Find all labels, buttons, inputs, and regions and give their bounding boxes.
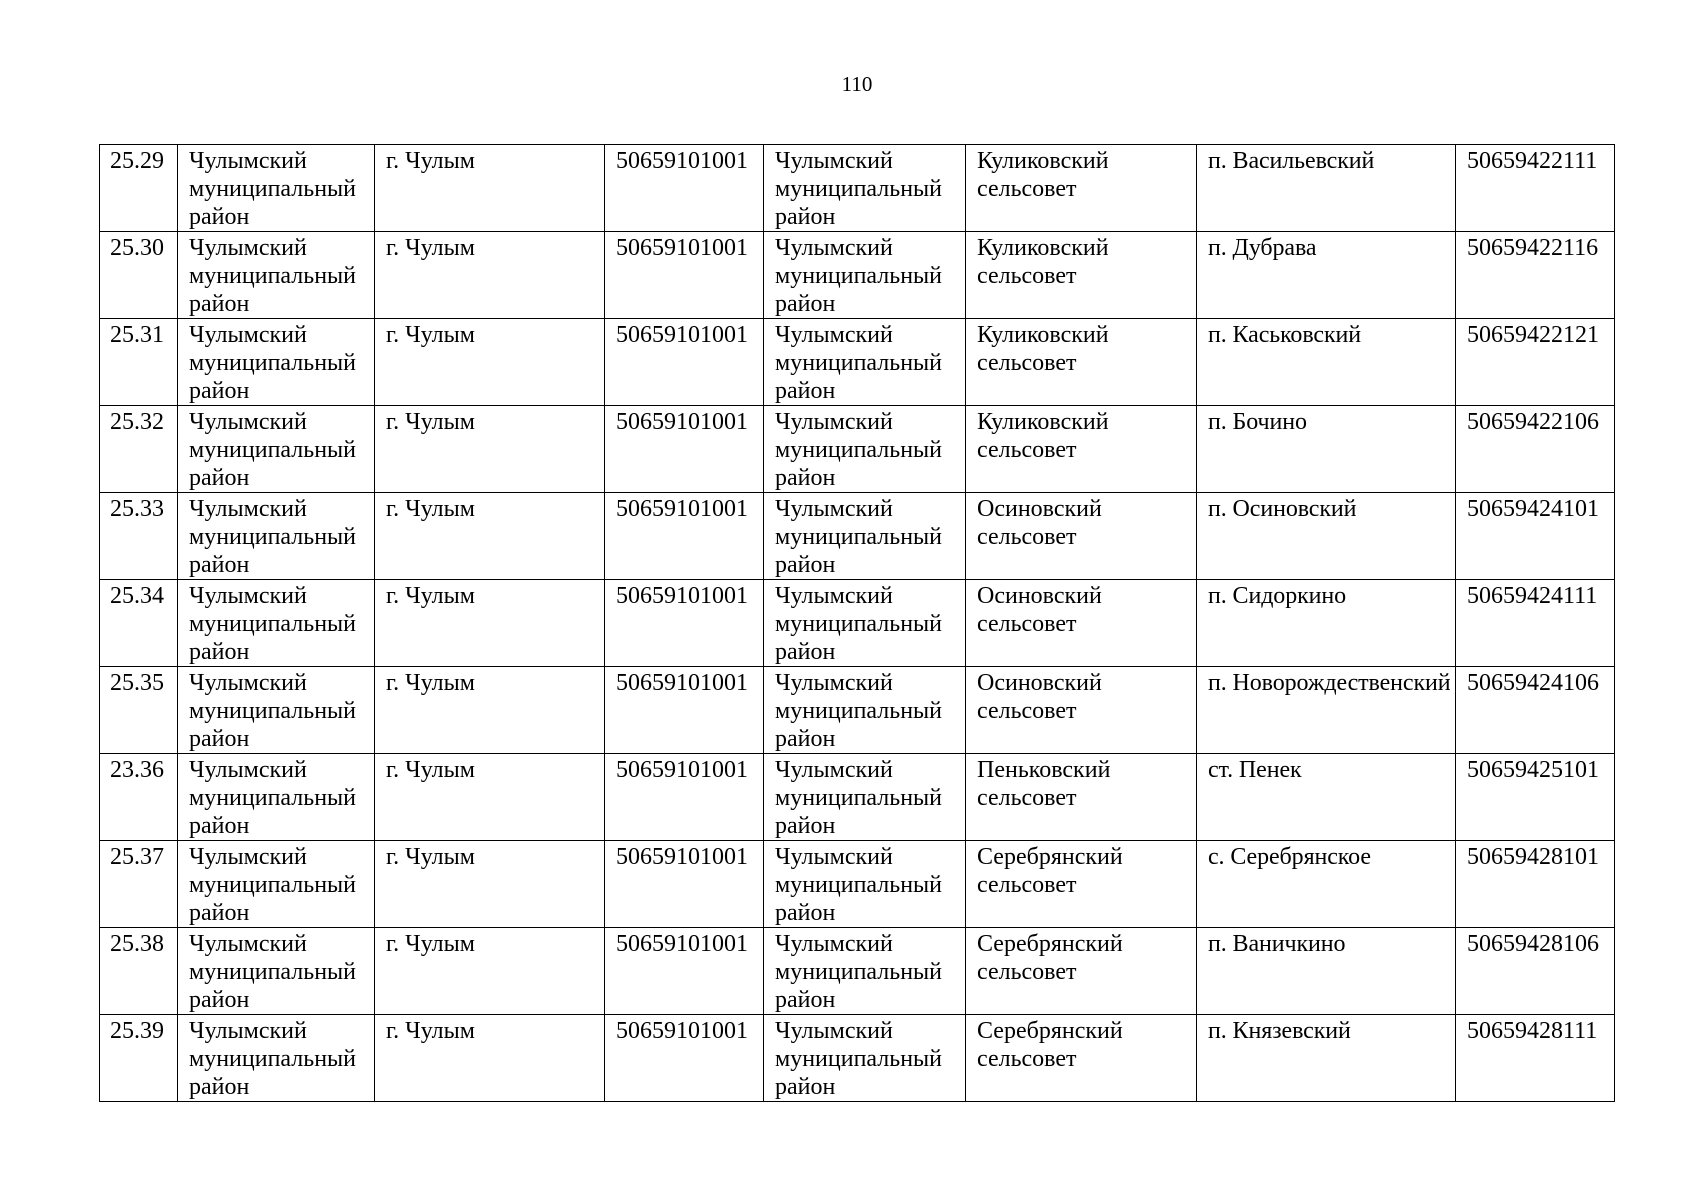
cell-settlement-code (1456, 406, 1615, 493)
settlement-text: с. Серебрянское (1208, 844, 1371, 870)
cell-district (178, 580, 375, 667)
district-text: Чулымский муниципальный район (189, 235, 357, 317)
council-text: Куликовский сельсовет (977, 148, 1109, 202)
cell-council (966, 319, 1197, 406)
cell-settlement (1197, 232, 1456, 319)
settlement-code-text: 50659422111 (1467, 148, 1598, 174)
cell-settlement-code (1456, 1015, 1615, 1102)
council-text: Серебрянский сельсовет (977, 844, 1123, 898)
cell-council (966, 493, 1197, 580)
municipality-text: Чулымский муниципальный район (775, 757, 943, 839)
cell-settlement (1197, 754, 1456, 841)
table-row (100, 145, 1615, 232)
cell-settlement-code (1456, 232, 1615, 319)
cell-city-code (605, 580, 764, 667)
cell-council (966, 1015, 1197, 1102)
cell-number (100, 754, 178, 841)
settlement-code-text: 50659424111 (1467, 583, 1598, 609)
cell-settlement (1197, 493, 1456, 580)
settlement-text: п. Осиновский (1208, 496, 1357, 522)
settlement-text: п. Князевский (1208, 1018, 1351, 1044)
cell-municipality (764, 232, 966, 319)
cell-settlement-code (1456, 928, 1615, 1015)
city-code-text: 50659101001 (616, 496, 748, 522)
cell-city-code (605, 667, 764, 754)
settlement-code-text: 50659422121 (1467, 322, 1599, 348)
locality-table (99, 144, 1615, 1102)
cell-district (178, 493, 375, 580)
municipality-text: Чулымский муниципальный район (775, 1018, 943, 1100)
number-text: 25.37 (110, 844, 164, 870)
settlement-text: п. Сидоркино (1208, 583, 1347, 609)
cell-settlement (1197, 667, 1456, 754)
city-code-text: 50659101001 (616, 322, 748, 348)
cell-municipality (764, 841, 966, 928)
cell-city (375, 841, 605, 928)
municipality-text: Чулымский муниципальный район (775, 496, 943, 578)
cell-city (375, 754, 605, 841)
city-text: г. Чулым (386, 496, 475, 522)
cell-city (375, 580, 605, 667)
cell-district (178, 754, 375, 841)
district-text: Чулымский муниципальный район (189, 670, 357, 752)
table-row (100, 1015, 1615, 1102)
cell-settlement-code (1456, 754, 1615, 841)
settlement-text: п. Каськовский (1208, 322, 1362, 348)
cell-number (100, 841, 178, 928)
table-row (100, 493, 1615, 580)
number-text: 25.30 (110, 235, 164, 261)
city-code-text: 50659101001 (616, 1018, 748, 1044)
settlement-text: п. Васильевский (1208, 148, 1375, 174)
cell-district (178, 232, 375, 319)
settlement-code-text: 50659424101 (1467, 496, 1599, 522)
cell-city (375, 232, 605, 319)
cell-municipality (764, 493, 966, 580)
settlement-code-text: 50659428106 (1467, 931, 1599, 957)
cell-settlement (1197, 145, 1456, 232)
cell-settlement-code (1456, 667, 1615, 754)
city-text: г. Чулым (386, 844, 475, 870)
city-code-text: 50659101001 (616, 670, 748, 696)
settlement-code-text: 50659422106 (1467, 409, 1599, 435)
cell-number (100, 232, 178, 319)
cell-municipality (764, 319, 966, 406)
cell-settlement-code (1456, 145, 1615, 232)
city-text: г. Чулым (386, 757, 475, 783)
cell-settlement (1197, 319, 1456, 406)
cell-district (178, 1015, 375, 1102)
settlement-text: ст. Пенек (1208, 757, 1302, 783)
number-text: 25.32 (110, 409, 164, 435)
district-text: Чулымский муниципальный район (189, 409, 357, 491)
cell-city-code (605, 406, 764, 493)
cell-number (100, 667, 178, 754)
cell-district (178, 928, 375, 1015)
cell-council (966, 580, 1197, 667)
council-text: Осиновский сельсовет (977, 670, 1102, 724)
city-code-text: 50659101001 (616, 757, 748, 783)
cell-district (178, 319, 375, 406)
settlement-text: п. Новорождественский (1208, 670, 1451, 696)
table-row (100, 319, 1615, 406)
cell-district (178, 406, 375, 493)
cell-council (966, 145, 1197, 232)
cell-city (375, 406, 605, 493)
number-text: 23.36 (110, 757, 164, 783)
cell-municipality (764, 754, 966, 841)
city-text: г. Чулым (386, 670, 475, 696)
cell-city-code (605, 841, 764, 928)
city-text: г. Чулым (386, 235, 475, 261)
cell-settlement-code (1456, 493, 1615, 580)
number-text: 25.31 (110, 322, 164, 348)
municipality-text: Чулымский муниципальный район (775, 148, 943, 230)
table-row (100, 754, 1615, 841)
cell-district (178, 145, 375, 232)
cell-number (100, 406, 178, 493)
cell-settlement-code (1456, 841, 1615, 928)
municipality-text: Чулымский муниципальный район (775, 409, 943, 491)
city-code-text: 50659101001 (616, 409, 748, 435)
municipality-text: Чулымский муниципальный район (775, 235, 943, 317)
settlement-code-text: 50659428101 (1467, 844, 1599, 870)
council-text: Осиновский сельсовет (977, 496, 1102, 550)
city-text: г. Чулым (386, 1018, 475, 1044)
council-text: Серебрянский сельсовет (977, 931, 1123, 985)
council-text: Пеньковский сельсовет (977, 757, 1111, 811)
cell-settlement (1197, 1015, 1456, 1102)
city-code-text: 50659101001 (616, 235, 748, 261)
city-text: г. Чулым (386, 322, 475, 348)
table-row (100, 580, 1615, 667)
cell-settlement-code (1456, 319, 1615, 406)
cell-city (375, 145, 605, 232)
cell-settlement (1197, 841, 1456, 928)
number-text: 25.29 (110, 148, 164, 174)
district-text: Чулымский муниципальный район (189, 844, 357, 926)
settlement-text: п. Дубрава (1208, 235, 1317, 261)
cell-council (966, 667, 1197, 754)
table-row (100, 928, 1615, 1015)
council-text: Куликовский сельсовет (977, 235, 1109, 289)
cell-city-code (605, 1015, 764, 1102)
settlement-code-text: 50659422116 (1467, 235, 1599, 261)
cell-number (100, 493, 178, 580)
number-text: 25.35 (110, 670, 164, 696)
municipality-text: Чулымский муниципальный район (775, 583, 943, 665)
city-text: г. Чулым (386, 409, 475, 435)
cell-city-code (605, 928, 764, 1015)
cell-settlement-code (1456, 580, 1615, 667)
settlement-code-text: 50659424106 (1467, 670, 1599, 696)
district-text: Чулымский муниципальный район (189, 757, 357, 839)
table-body (100, 145, 1615, 1102)
cell-settlement (1197, 406, 1456, 493)
settlement-text: п. Бочино (1208, 409, 1307, 435)
number-text: 25.39 (110, 1018, 164, 1044)
table-row (100, 406, 1615, 493)
municipality-text: Чулымский муниципальный район (775, 670, 943, 752)
district-text: Чулымский муниципальный район (189, 148, 357, 230)
city-text: г. Чулым (386, 931, 475, 957)
city-code-text: 50659101001 (616, 148, 748, 174)
cell-number (100, 1015, 178, 1102)
cell-council (966, 406, 1197, 493)
city-code-text: 50659101001 (616, 931, 748, 957)
city-text: г. Чулым (386, 148, 475, 174)
municipality-text: Чулымский муниципальный район (775, 322, 943, 404)
district-text: Чулымский муниципальный район (189, 1018, 357, 1100)
cell-settlement (1197, 928, 1456, 1015)
cell-city (375, 1015, 605, 1102)
cell-city-code (605, 232, 764, 319)
cell-city-code (605, 493, 764, 580)
cell-council (966, 928, 1197, 1015)
council-text: Серебрянский сельсовет (977, 1018, 1123, 1072)
district-text: Чулымский муниципальный район (189, 583, 357, 665)
cell-city (375, 319, 605, 406)
district-text: Чулымский муниципальный район (189, 931, 357, 1013)
cell-number (100, 928, 178, 1015)
cell-number (100, 319, 178, 406)
district-text: Чулымский муниципальный район (189, 322, 357, 404)
settlement-code-text: 50659428111 (1467, 1018, 1598, 1044)
district-text: Чулымский муниципальный район (189, 496, 357, 578)
cell-municipality (764, 406, 966, 493)
municipality-text: Чулымский муниципальный район (775, 844, 943, 926)
cell-city-code (605, 754, 764, 841)
cell-municipality (764, 928, 966, 1015)
cell-city-code (605, 319, 764, 406)
cell-city (375, 928, 605, 1015)
number-text: 25.33 (110, 496, 164, 522)
cell-district (178, 841, 375, 928)
city-text: г. Чулым (386, 583, 475, 609)
cell-number (100, 145, 178, 232)
council-text: Куликовский сельсовет (977, 409, 1109, 463)
cell-council (966, 754, 1197, 841)
council-text: Осиновский сельсовет (977, 583, 1102, 637)
cell-municipality (764, 1015, 966, 1102)
settlement-text: п. Ваничкино (1208, 931, 1346, 957)
cell-municipality (764, 145, 966, 232)
cell-number (100, 580, 178, 667)
number-text: 25.34 (110, 583, 164, 609)
page-number: 110 (841, 72, 873, 96)
city-code-text: 50659101001 (616, 844, 748, 870)
council-text: Куликовский сельсовет (977, 322, 1109, 376)
cell-settlement (1197, 580, 1456, 667)
cell-city (375, 667, 605, 754)
settlement-code-text: 50659425101 (1467, 757, 1599, 783)
cell-city (375, 493, 605, 580)
city-code-text: 50659101001 (616, 583, 748, 609)
number-text: 25.38 (110, 931, 164, 957)
cell-municipality (764, 667, 966, 754)
cell-city-code (605, 145, 764, 232)
cell-district (178, 667, 375, 754)
table-row (100, 667, 1615, 754)
cell-council (966, 232, 1197, 319)
cell-council (966, 841, 1197, 928)
table-row (100, 232, 1615, 319)
table-row (100, 841, 1615, 928)
cell-municipality (764, 580, 966, 667)
municipality-text: Чулымский муниципальный район (775, 931, 943, 1013)
